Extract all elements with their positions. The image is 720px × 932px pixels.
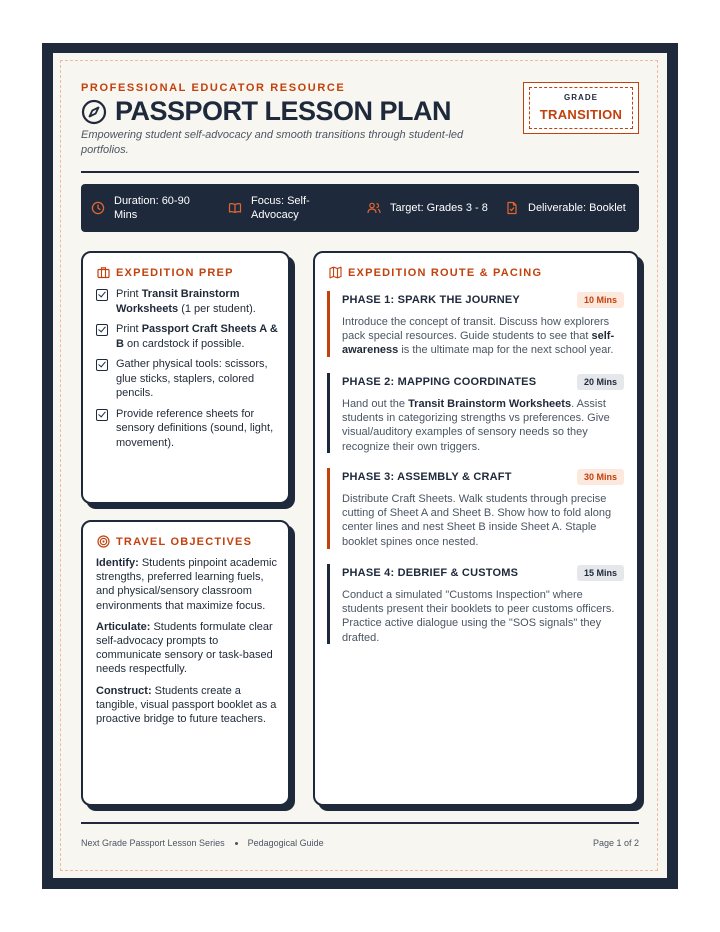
stamp-label: GRADE (564, 93, 598, 102)
book-icon (228, 201, 242, 215)
meta-target (367, 184, 497, 232)
phase-4 (327, 564, 624, 644)
checkbox-icon (96, 359, 108, 371)
phase-title: PHASE 1: SPARK THE JOURNEY (342, 294, 520, 306)
list-item: Gather physical tools: scissors, glue sticks, staplers, colored pencils. (96, 357, 282, 401)
meta-deliverable-text: Deliverable: Booklet (528, 202, 626, 214)
phase-1 (327, 291, 624, 357)
page-number: Page 1 of 2 (592, 838, 639, 848)
prep-checklist (96, 287, 282, 456)
target-icon (97, 535, 110, 548)
time-badge: 20 Mins (577, 374, 624, 390)
list-item: Print Passport Craft Sheets A & B on cardstock if possible. (96, 322, 282, 351)
meta-bar (81, 184, 639, 232)
phase-title: PHASE 4: DEBRIEF & CUSTOMS (342, 567, 519, 579)
briefcase-icon (97, 266, 110, 279)
phase-description: Distribute Craft Sheets. Walk students through precise cutting of Sheet A and Sheet B. Show how to fold along center lines and nest Sheet B inside Sheet A. Staple booklet spines once nested. (342, 493, 612, 548)
phase-3 (327, 468, 624, 549)
phase-description: Hand out the Transit Brainstorm Worksheets. Assist students in categorizing strengths vs preferences. Give visual/auditory examples of sensory needs so they recognize their own triggers. (342, 398, 610, 453)
map-icon (329, 266, 342, 279)
objectives-title: TRAVEL OBJECTIVES (97, 535, 252, 548)
grade-stamp (523, 82, 639, 134)
phase-2 (327, 373, 624, 453)
list-item: Print Transit Brainstorm Worksheets (1 per student). (96, 287, 282, 316)
title-row (81, 96, 451, 127)
route-title: EXPEDITION ROUTE & PACING (329, 266, 542, 279)
list-item: Construct: Students create a tangible, visual passport booklet as a proactive bridge to future teachers. (96, 684, 277, 726)
meta-focus-text: Focus: Self-Advocacy (251, 195, 310, 221)
meta-focus (228, 184, 328, 232)
time-badge: 30 Mins (577, 469, 624, 485)
phase-description: Conduct a simulated "Customs Inspection" where students present their booklets to peer customs officers. Practice active dialogue using the "SOS signals" they drafted. (342, 589, 615, 644)
users-icon (367, 201, 381, 215)
time-badge: 15 Mins (577, 565, 624, 581)
footer-divider (81, 822, 639, 824)
objectives-list (96, 556, 278, 733)
list-item: Identify: Students pinpoint academic strengths, preferred learning fuels, and physical/sensory classroom environments that maximize focus. (96, 557, 277, 612)
eyebrow-label: PROFESSIONAL EDUCATOR RESOURCE (81, 82, 346, 94)
page-title: PASSPORT LESSON PLAN (115, 96, 452, 126)
checkbox-icon (96, 409, 108, 421)
list-item: Articulate: Students formulate clear self-advocacy prompts to communicate sensory or task-based needs respectfully. (96, 620, 273, 676)
phase-description: Introduce the concept of transit. Discuss how explorers pack special resources. Guide students to see that self-awareness is the ultimate map for the next school year. (342, 316, 615, 357)
document-icon (505, 201, 519, 215)
checkbox-icon (96, 289, 108, 301)
meta-duration (91, 184, 211, 232)
meta-duration-text: Duration: 60-90 Mins (114, 195, 190, 221)
time-badge: 10 Mins (577, 292, 624, 308)
checkbox-icon (96, 324, 108, 336)
meta-deliverable (505, 184, 635, 232)
stamp-value: TRANSITION (539, 107, 623, 122)
bullet-separator (235, 842, 238, 845)
page-subtitle: Empowering student self-advocacy and smooth transitions through student-led portfolios. (81, 129, 464, 156)
prep-title: EXPEDITION PREP (97, 266, 234, 279)
phase-title: PHASE 2: MAPPING COORDINATES (342, 376, 537, 388)
header-divider (81, 171, 639, 173)
compass-icon (81, 99, 107, 125)
footer-series: Next Grade Passport Lesson Series Pedagogical Guide (81, 838, 324, 848)
phase-title: PHASE 3: ASSEMBLY & CRAFT (342, 471, 512, 483)
list-item: Provide reference sheets for sensory definitions (sound, light, movement). (96, 407, 282, 451)
meta-target-text: Target: Grades 3 - 8 (390, 202, 488, 214)
clock-icon (91, 201, 105, 215)
